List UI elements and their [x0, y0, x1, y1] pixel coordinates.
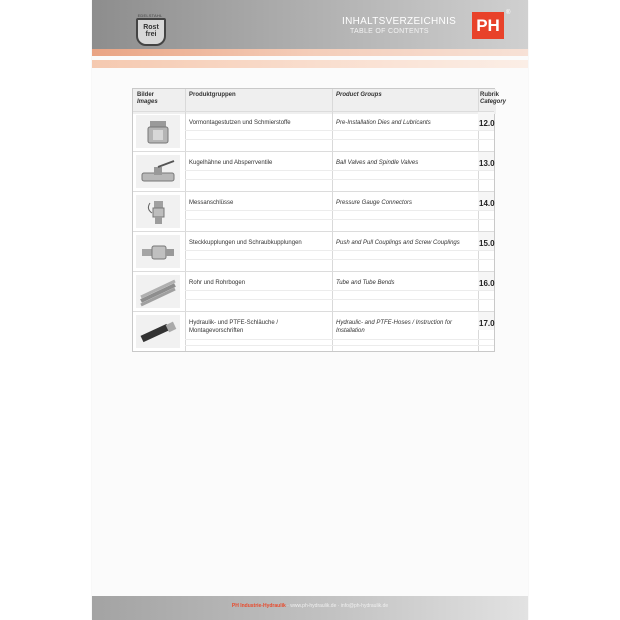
category-number: 13.0	[479, 159, 495, 168]
category-number: 17.0	[479, 319, 495, 328]
group-en: Pre-Installation Dies and Lubricants	[336, 120, 431, 126]
catalog-page	[92, 0, 528, 620]
group-de: Vormontagestutzen und Schmierstoffe	[189, 120, 291, 126]
group-de: Kugelhähne und Absperrventile	[189, 160, 273, 166]
footer-bar: PH Industrie-Hydraulik · www.ph-hydraulik.de · info@ph-hydraulik.de	[92, 596, 528, 620]
col-header-groups-de: Produktgruppen	[185, 89, 336, 114]
registered-mark: ®	[506, 10, 511, 16]
table-row[interactable]	[133, 151, 494, 192]
col-header-groups-en: Product Groups	[332, 89, 482, 114]
tube-icon	[136, 275, 180, 308]
group-de: Hydraulik- und PTFE-Schläuche / Montagevorschriften	[189, 320, 279, 334]
contents-table	[132, 88, 507, 352]
table-row[interactable]	[133, 231, 494, 272]
table-row[interactable]	[133, 271, 494, 312]
fitting-nut-icon	[136, 115, 180, 148]
group-de: Rohr und Rohrbogen	[189, 280, 246, 286]
category-number: 16.0	[479, 279, 495, 288]
ball-valve-icon	[136, 155, 180, 188]
category-number: 14.0	[479, 199, 495, 208]
col-header-images: Bilder Images	[133, 89, 189, 114]
gauge-connector-icon	[136, 195, 180, 228]
group-de: Messanschlüsse	[189, 200, 234, 206]
footer-website[interactable]: www.ph-hydraulik.de	[290, 603, 337, 609]
rostfrei-badge	[133, 13, 167, 43]
ph-logo: PH	[472, 12, 504, 39]
header-bar	[92, 0, 528, 49]
group-en: Push and Pull Couplings and Screw Couplings	[336, 240, 460, 246]
col-header-category: Rubrik Category	[478, 89, 496, 114]
group-en: Ball Valves and Spindle Valves	[336, 160, 419, 166]
table-row[interactable]	[133, 111, 494, 152]
table-row[interactable]	[133, 191, 494, 232]
table-row[interactable]	[133, 311, 494, 352]
footer-brand: PH Industrie-Hydraulik	[231, 603, 286, 609]
coupling-icon	[136, 235, 180, 268]
group-de: Steckkupplungen und Schraubkupplungen	[189, 240, 302, 246]
header-stripe-upper	[92, 49, 528, 56]
category-number: 15.0	[479, 239, 495, 248]
badge-line-2: frei	[145, 31, 157, 38]
badge-line-1: Rost	[143, 24, 159, 31]
category-number: 12.0	[479, 119, 495, 128]
shield-icon	[136, 18, 166, 46]
group-en: Pressure Gauge Connectors	[336, 200, 413, 206]
group-en: Hydraulic- and PTFE-Hoses / Instruction for Installation	[336, 320, 453, 334]
hose-icon	[136, 315, 180, 348]
footer-email[interactable]: info@ph-hydraulik.de	[340, 603, 389, 609]
badge-ribbon: EDELSTAHL	[137, 13, 163, 18]
header-stripe-lower	[92, 60, 528, 68]
page-title: INHALTSVERZEICHNIS	[342, 16, 457, 27]
group-en: Tube and Tube Bends	[336, 280, 395, 286]
page-subtitle: TABLE OF CONTENTS	[350, 28, 429, 35]
